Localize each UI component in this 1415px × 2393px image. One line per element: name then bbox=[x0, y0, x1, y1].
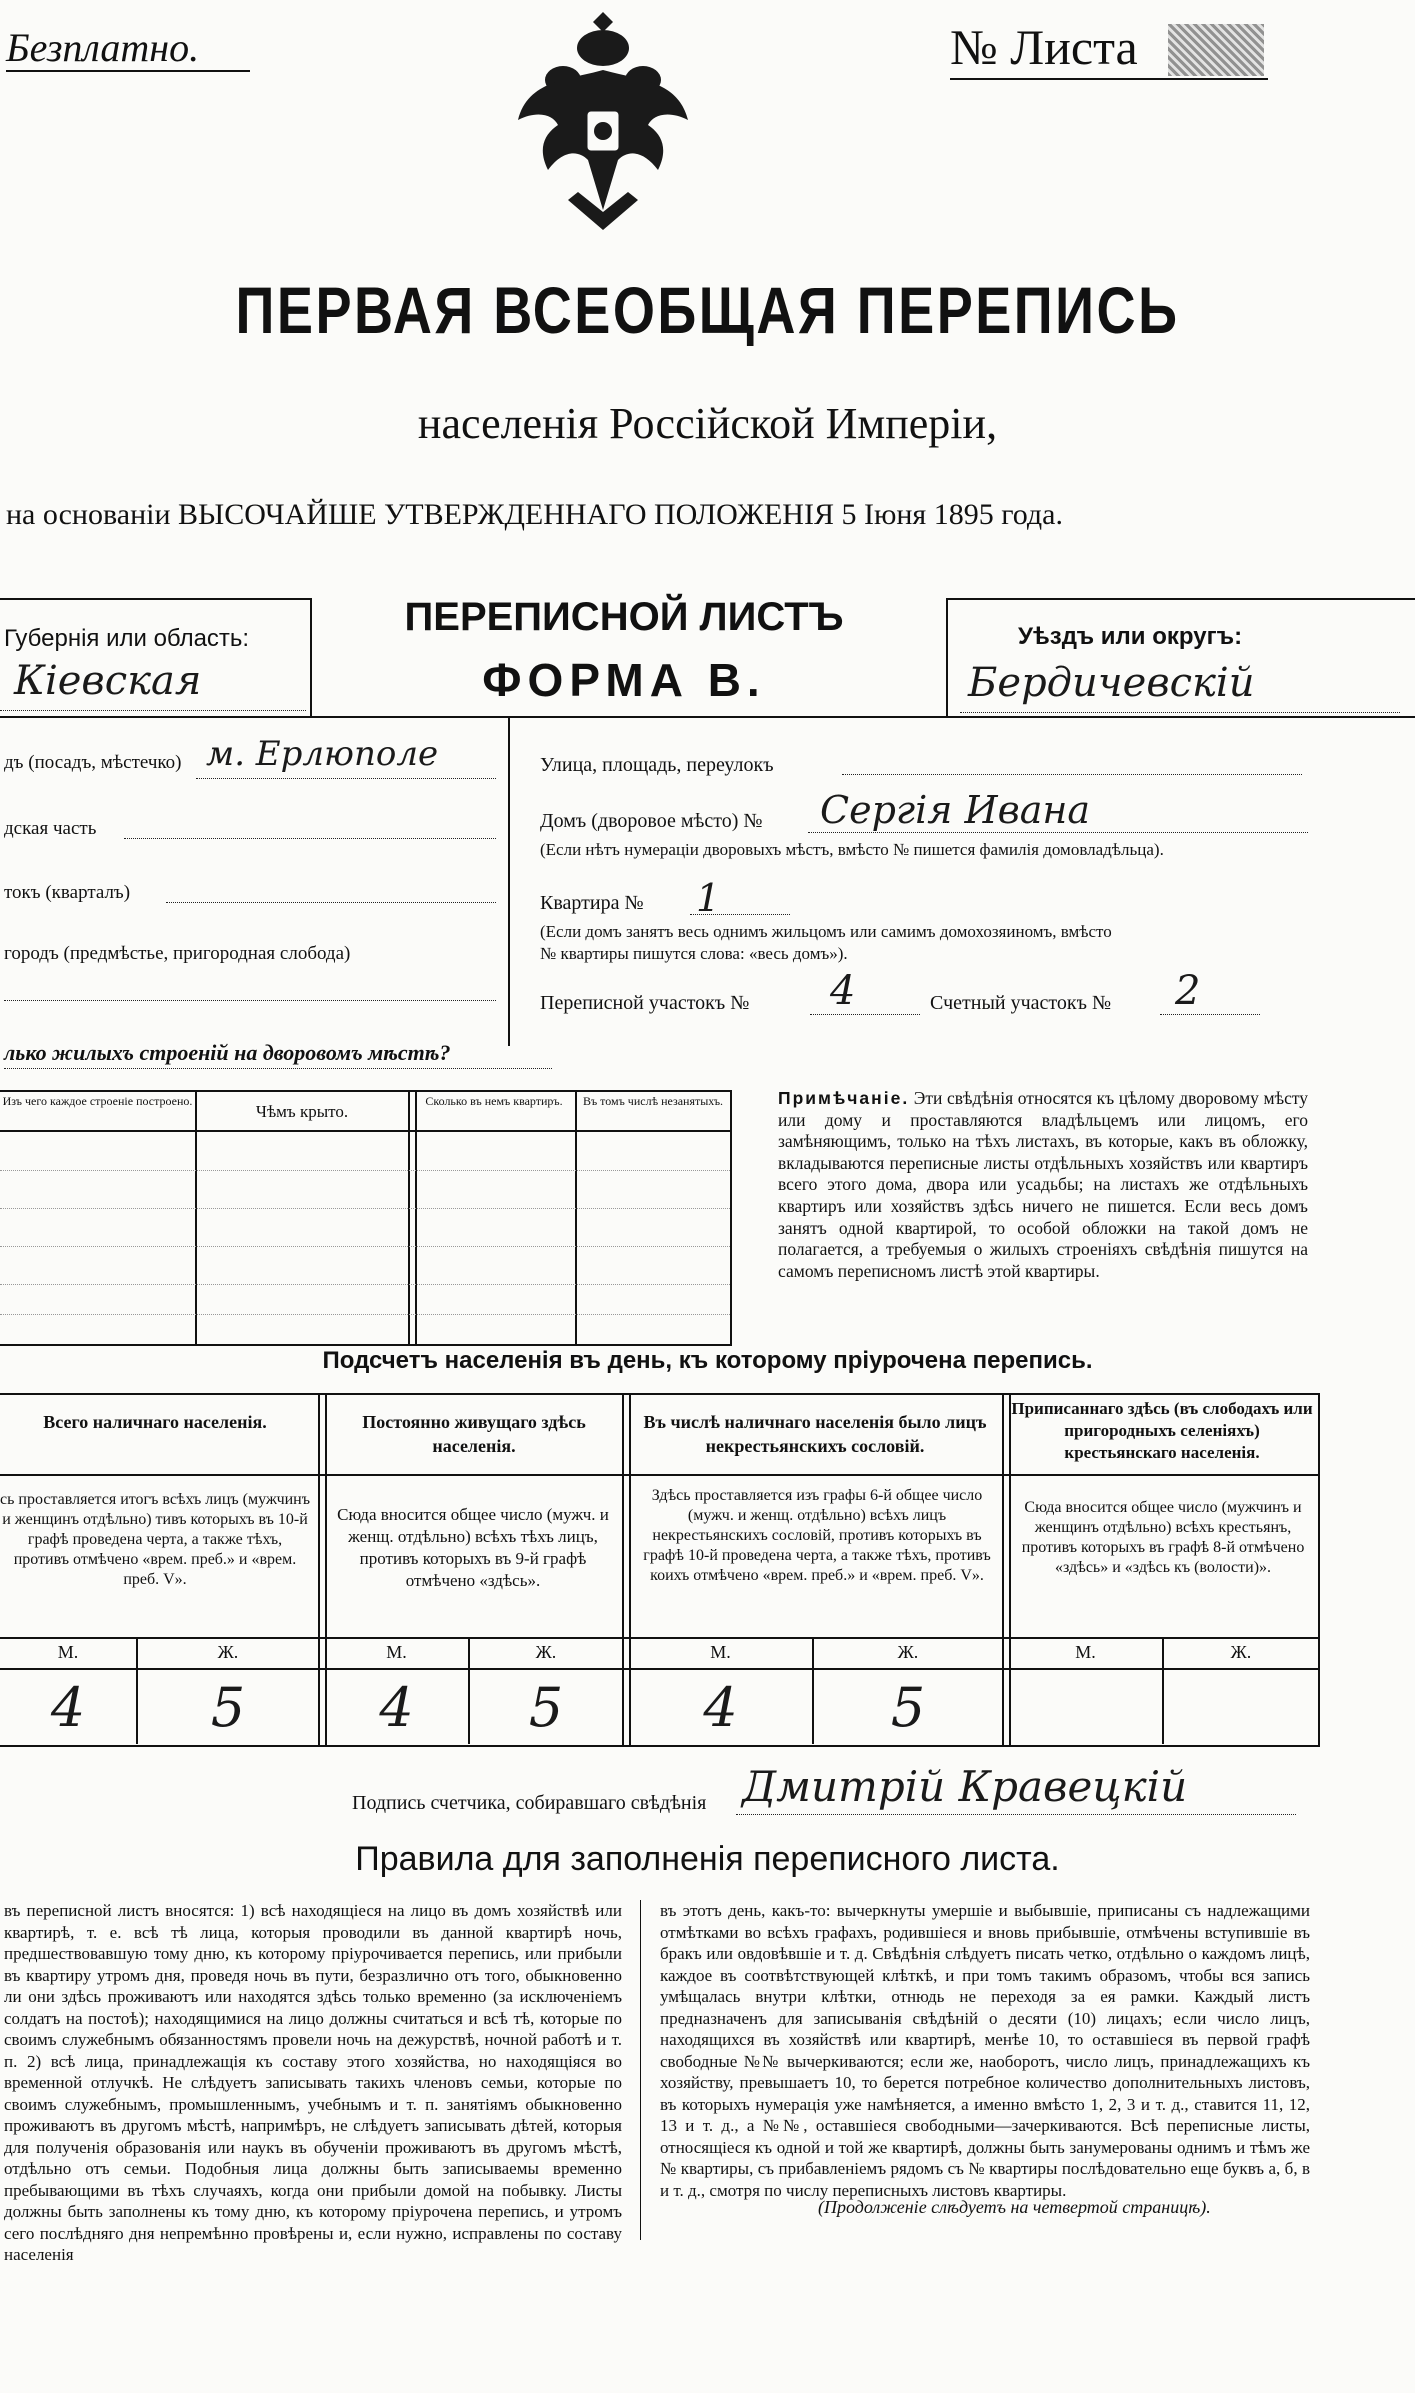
signature-line bbox=[736, 1814, 1296, 1815]
note-block bbox=[778, 1088, 1308, 1282]
block-line bbox=[166, 902, 496, 903]
count-district-value: 2 bbox=[1175, 968, 1201, 1014]
buildings-header-rule bbox=[0, 1130, 730, 1132]
buildings-question: лько жилыхъ строеній на дворовомъ мѣстѣ? bbox=[4, 1040, 451, 1065]
census-district-label: Переписной участокъ № bbox=[540, 992, 750, 1014]
count-col-nonpeasant-f-label: Ж. bbox=[897, 1642, 919, 1662]
form-title: ФОРМА В. bbox=[482, 654, 766, 706]
buildings-row-2 bbox=[0, 1208, 730, 1209]
count-col-resident-m-label: М. bbox=[386, 1642, 407, 1662]
gubernia-value: Кіевская bbox=[14, 658, 202, 704]
gubernia-label: Губернія или область: bbox=[4, 625, 250, 652]
note-text: Эти свѣдѣнія относятся къ цѣлому дворовому мѣсту или дому и проставляются владѣльцемъ или лицомъ, его замѣняющимъ, только на тѣхъ листахъ, въ которые, какъ въ обложку, вкладываются переписные листы отдѣльныхъ хозяйствъ или квартиръ всего этого дома, двора или усадьбы; на листахъ же отдѣльныхъ квартиръ или хозяйствъ здѣсь ничего не пишется. Если весь домъ занятъ одной квартирой, то особой обложки на такой домъ не полагается, а требуемыя о жилыхъ строеніяхъ свѣдѣнія пишутся на самомъ переписномъ листѣ этой квартиры. bbox=[778, 1088, 1309, 1281]
buildings-col-vacant: Въ томъ числѣ незанятыхъ. bbox=[582, 1094, 724, 1108]
apartment-value: 1 bbox=[696, 876, 721, 920]
count-mf-rule bbox=[0, 1668, 1318, 1670]
form-right-top-rule bbox=[946, 598, 1415, 600]
rules-divider bbox=[640, 1900, 641, 2240]
census-district-value: 4 bbox=[830, 968, 856, 1014]
note-heading: Примѣчаніе. bbox=[778, 1088, 910, 1108]
count-col-total-body: сь проставляется итогъ всѣхъ лицъ (мужчинъ и женщинъ отдѣльно) тивъ которыхъ въ 10-й графѣ проведена черта, а также тѣхъ, противъ отмѣчено «врем. преб.» и «врем. преб. V». bbox=[0, 1491, 311, 1588]
address-divider bbox=[508, 716, 510, 1046]
house-label: Домъ (дворовое мѣсто) № bbox=[540, 810, 763, 832]
apartment-label: Квартира № bbox=[540, 892, 644, 914]
buildings-question-line bbox=[4, 1068, 552, 1069]
count-col-total-m-value: 4 bbox=[50, 1676, 86, 1739]
count-body-rule bbox=[0, 1637, 1318, 1639]
buildings-row-1 bbox=[0, 1170, 730, 1171]
count-col-nonpeasant-f-value: 5 bbox=[890, 1676, 926, 1739]
rules-right-column: въ этотъ день, какъ-то: вычеркнуты умершіе и выбывшіе, приписаны съ надлежащими отмѣтками во всѣхъ графахъ, родившіеся и вновь прибывшіе, отмѣчены вступившіе въ бракъ или овдовѣвшіе и т. д. Свѣдѣнія слѣдуетъ писать четко, отдѣльно о каждомъ лицѣ, каждое въ соотвѣтствующей клѣткѣ, и при томъ такимъ образомъ, чтобы вся запись умѣщалась внутри клѣтки, отнюдь не переходя за ея рамки. Каждый листъ предназначенъ для записыванія свѣдѣній о десяти (10) лицахъ; если число лицъ, находящихся въ хозяйствѣ или квартирѣ, менѣе 10, то оставшіеся въ первой графѣ свободные №№ вычеркиваются; если же, наоборотъ, число лицъ, принадлежащихъ къ хозяйству, превышаетъ 10, то берется потребное количество дополнительныхъ листовъ, въ которыхъ нумерація уже намѣняется, а именно вмѣсто 1, 2, 3 и т. д., ставится 11, 12, 13 и т. д., а №№, оставшіеся свободными—зачеркиваются. Всѣ переписные листы, относящіеся къ одной и той же квартирѣ, должны быть занумерованы однимъ и тѣмъ же № квартиры, съ прибавленіемъ рядомъ съ № квартиры послѣдовательно еще буквъ а, б, в и т. д., смотря по числу переписныхъ листовъ квартиры. bbox=[660, 1901, 1310, 2200]
gubernia-line bbox=[0, 710, 306, 711]
count-col-total-f-label: Ж. bbox=[217, 1642, 239, 1662]
count-col-peasant-f-label: Ж. bbox=[1230, 1642, 1252, 1662]
page-title: ПЕРВАЯ ВСЕОБЩАЯ ПЕРЕПИСЬ bbox=[235, 273, 1180, 347]
count-col-nonpeasant-body: Здѣсь проставляется изъ графы 6-й общее число (мужч. и женщ. отдѣльно) всѣхъ лицъ некрестьянскихъ сословій, противъ которыхъ въ графѣ 10-й проведена черта, а также тѣхъ, противъ коихъ отмѣчено «врем. преб.» и «врем. преб. V». bbox=[643, 1487, 991, 1584]
imperial-eagle-emblem bbox=[508, 10, 698, 240]
suburb-line bbox=[4, 1000, 496, 1001]
uezd-label: Уѣздъ или округъ: bbox=[1018, 623, 1243, 650]
count-col-peasant-body: Сюда вносится общее число (мужчинъ и женщинъ отдѣльно) всѣхъ крестьянъ, противъ которыхъ въ графѣ 8-й отмѣчено «здѣсь» и «здѣсь къ (волости)». bbox=[1021, 1499, 1305, 1576]
buildings-col-divider-3 bbox=[575, 1090, 577, 1344]
sheet-number-label: № Листа bbox=[950, 19, 1138, 75]
buildings-row-5 bbox=[0, 1314, 730, 1315]
count-col-nonpeasant-title: Въ числѣ наличнаго населенія было лицъ некрестьянскихъ сословій. bbox=[643, 1412, 987, 1456]
town-label: дъ (посадъ, мѣстечко) bbox=[4, 752, 182, 773]
part-label: дская часть bbox=[4, 818, 97, 839]
house-line bbox=[808, 832, 1308, 833]
buildings-col-divider-1 bbox=[195, 1090, 197, 1344]
signature-label: Подпись счетчика, собиравшаго свѣдѣнія bbox=[352, 1792, 707, 1814]
basis-line: на основаніи ВЫСОЧАЙШЕ УТВЕРЖДЕННАГО ПОЛОЖЕНІЯ 5 Іюня 1895 года. bbox=[6, 498, 1063, 531]
free-underline bbox=[6, 70, 250, 72]
buildings-row-3 bbox=[0, 1246, 730, 1247]
street-label: Улица, площадь, переулокъ bbox=[540, 754, 774, 776]
apartment-line bbox=[690, 914, 790, 915]
form-right-box-left bbox=[946, 598, 948, 716]
count-col-peasant-title: Приписаннаго здѣсь (въ слободахъ или пригородныхъ селеніяхъ) крестьянскаго населенія. bbox=[1011, 1399, 1313, 1462]
uezd-line bbox=[960, 712, 1400, 713]
house-value: Сергія Ивана bbox=[820, 788, 1091, 832]
buildings-row-4 bbox=[0, 1284, 730, 1285]
uezd-value: Бердичевскій bbox=[968, 660, 1255, 706]
count-col-resident-f-value: 5 bbox=[528, 1676, 564, 1739]
block-label: токъ (кварталъ) bbox=[4, 882, 131, 903]
count-col-nonpeasant-m-value: 4 bbox=[703, 1676, 738, 1739]
rules-left-column: въ переписной листъ вносятся: 1) всѣ находящіеся на лицо въ домъ хозяйствѣ или квартирѣ, т. е. всѣ тѣ лица, которыя проводили въ данной квартирѣ ночь, предшествовавшую тому дню, къ которому пріурочивается перепись, или прибыли въ квартиру утромъ дня, проведя ночь въ пути, безразлично отъ того, обыкновенно ли они здѣсь проживаютъ или находятся здѣсь только временно (за исключеніемъ солдатъ на постоѣ); находящимися на лицо должны считаться и всѣ тѣ, которые по своимъ служебнымъ обязанностямъ провели ночь на дежурствѣ, ночной работѣ и т. п. 2) всѣ лица, принадлежащія къ составу этого хозяйства, но находящіяся во временной отлучкѣ. Не слѣдуетъ записывать такихъ членовъ семьи, которые по своимъ служебнымъ, промышленнымъ, учебнымъ и т. п. занятіямъ обыкновенно проживаютъ въ другомъ мѣстѣ, напримѣръ, не слѣдуетъ записывать дѣтей, которыя для полученія образованія или наукъ въ обученіи проживаютъ въ другомъ мѣстѣ, отдѣльно отъ семьи. Подобныя лица должны быть записываемы временно пребывающими въ тѣхъ случаяхъ, когда они прибыли домой на побывку. Листы должны быть заполнены къ тому дню, къ которому пріурочена перепись, и утромъ сего послѣдняго дня непремѣнно провѣрены и, если нужно, исправлены по составу населенія bbox=[4, 1901, 622, 2264]
rules-continued: (Продолженіе слѣдуетъ на четвертой страницѣ). bbox=[818, 2197, 1211, 2217]
town-value: м. Ерлюполе bbox=[206, 734, 439, 774]
address-top-rule bbox=[0, 716, 1415, 718]
count-district-line bbox=[1160, 1014, 1260, 1015]
buildings-col-roof: Чѣмъ крыто. bbox=[255, 1102, 349, 1121]
sheet-underline bbox=[950, 78, 1268, 80]
count-col-nonpeasant-m-label: М. bbox=[710, 1642, 731, 1662]
count-col-resident-body: Сюда вносится общее число (мужч. и женщ. отдѣльно) всѣхъ тѣхъ лицъ, противъ которыхъ въ 9-й графѣ отмѣчено «здѣсь». bbox=[337, 1505, 609, 1590]
town-line bbox=[196, 778, 496, 779]
count-col-resident-title: Постоянно живущаго здѣсь населенія. bbox=[362, 1412, 586, 1456]
count-col-resident-f-label: Ж. bbox=[535, 1642, 557, 1662]
suburb-label: городъ (предмѣстье, пригородная слобода) bbox=[4, 943, 351, 964]
signature-value: Дмитрій Кравецкій bbox=[742, 1762, 1188, 1811]
house-note: (Если нѣтъ нумераціи дворовыхъ мѣстъ, вмѣсто № пишется фамилія домовладѣльца). bbox=[540, 840, 1164, 859]
free-label: Безплатно. bbox=[6, 25, 200, 70]
street-line bbox=[842, 774, 1302, 775]
page-subtitle: населенія Россійской Имперіи, bbox=[417, 399, 998, 448]
sheet-number-value bbox=[1168, 24, 1264, 76]
buildings-col-divider-2 bbox=[408, 1090, 417, 1344]
sheet-title: ПЕРЕПИСНОЙ ЛИСТЪ bbox=[404, 595, 844, 639]
form-top-rule bbox=[0, 598, 312, 600]
count-col-resident-m-value: 4 bbox=[379, 1676, 414, 1739]
count-title-rule bbox=[0, 1474, 1318, 1476]
form-left-box-right bbox=[310, 598, 312, 716]
count-col-total-title: Всего наличнаго населенія. bbox=[43, 1412, 267, 1432]
buildings-col-material: Изъ чего каждое строеніе построено. bbox=[2, 1094, 193, 1108]
count-col-peasant-m-label: М. bbox=[1075, 1642, 1096, 1662]
count-title: Подсчетъ населенія въ день, къ которому пріурочена перепись. bbox=[322, 1347, 1093, 1374]
apartment-note-2: № квартиры пишутся слова: «весь домъ»). bbox=[540, 944, 848, 963]
count-col-total-m-label: М. bbox=[57, 1642, 79, 1662]
apartment-note-1: (Если домъ занятъ весь однимъ жильцомъ или самимъ домохозяиномъ, вмѣсто bbox=[540, 922, 1112, 941]
rules-title: Правила для заполненія переписного листа. bbox=[355, 1840, 1060, 1878]
part-line bbox=[124, 838, 496, 839]
census-district-line bbox=[810, 1014, 920, 1015]
buildings-col-apartments: Сколько въ немъ квартиръ. bbox=[425, 1094, 563, 1108]
count-district-label: Счетный участокъ № bbox=[930, 992, 1112, 1014]
buildings-table bbox=[0, 1090, 732, 1346]
count-col-total-f-value: 5 bbox=[210, 1676, 246, 1739]
